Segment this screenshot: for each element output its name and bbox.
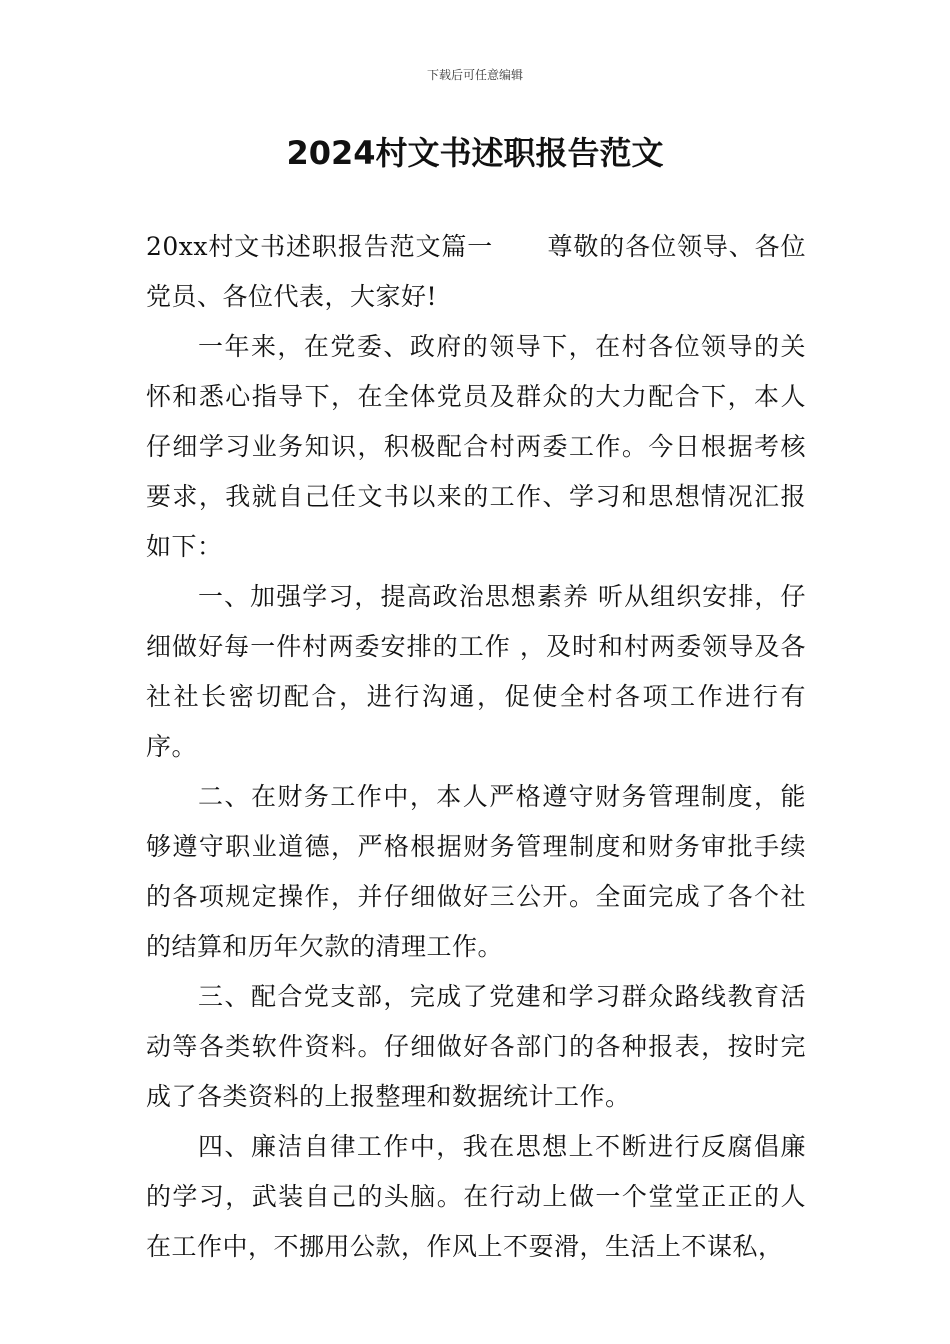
intro-lead: 20xx村文书述职报告范文篇一: [146, 232, 494, 261]
document-title: 2024村文书述职报告范文: [286, 134, 664, 172]
document-body: [146, 222, 806, 1272]
paragraph-4: 三、配合党支部，完成了党建和学习群众路线教育活动等各类软件资料。仔细做好各部门的各种报表，按时完成了各类资料的上报整理和数据统计工作。: [146, 982, 806, 1111]
header-note: 下载后可任意编辑: [426, 68, 523, 82]
intro-paragraph: [146, 222, 806, 322]
intro-greeting: 尊敬的各位领导、各位党员、各位代表，大家好!: [146, 232, 806, 311]
paragraph-2: 一、加强学习，提高政治思想素养 听从组织安排，仔细做好每一件村两委安排的工作 ，及时和村两委领导及各社社长密切配合，进行沟通，促使全村各项工作进行有序。: [146, 582, 806, 761]
paragraph-5: 四、廉洁自律工作中，我在思想上不断进行反腐倡廉的学习，武装自己的头脑。在行动上做一个堂堂正正的人在工作中，不挪用公款，作风上不耍滑，生活上不谋私，: [146, 1132, 806, 1261]
paragraph-1: 一年来，在党委、政府的领导下，在村各位领导的关怀和悉心指导下，在全体党员及群众的大力配合下，本人仔细学习业务知识，积极配合村两委工作。今日根据考核要求，我就自己任文书以来的工作、学习和思想情况汇报如下：: [146, 332, 806, 561]
paragraph-3: 二、在财务工作中，本人严格遵守财务管理制度，能够遵守职业道德，严格根据财务管理制度和财务审批手续的各项规定操作，并仔细做好三公开。全面完成了各个社的结算和历年欠款的清理工作。: [146, 782, 806, 961]
